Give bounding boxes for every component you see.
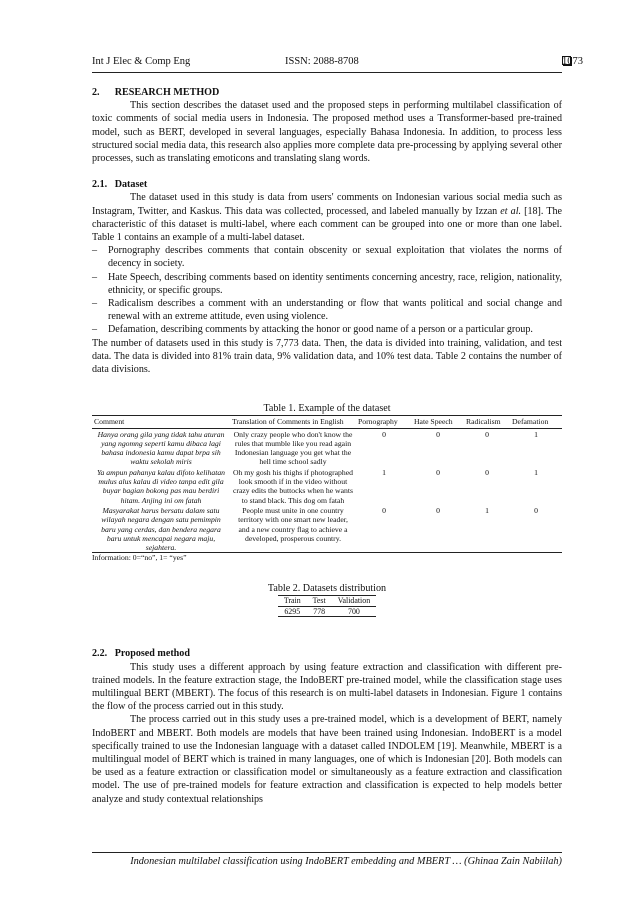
cell-hate-speech: 0 bbox=[436, 467, 440, 477]
list-item: – Defamation, describing comments by attacking the honor or good name of a person or a particular group. bbox=[92, 323, 562, 336]
column-header: Hate Speech bbox=[412, 416, 464, 428]
cell-pornography: 0 bbox=[382, 429, 386, 439]
label-definition-list bbox=[92, 244, 562, 336]
cell-radicalism: 1 bbox=[464, 505, 510, 553]
cell-comment: Masyarakat harus bersatu dalam satu wilayah negara dengan satu pemimpin baru yang cerdas, dan bendera negara baru untuk mencapai negara maju, sejahtera. bbox=[92, 505, 230, 553]
cell-radicalism: 0 bbox=[485, 429, 489, 439]
cell-defamation: 0 bbox=[510, 505, 562, 553]
table-row bbox=[92, 428, 562, 467]
cell-validation: 700 bbox=[332, 606, 376, 617]
paragraph-proposed-method-1: This study uses a different approach by using feature extraction and classification with different pre-trained models. In the feature extraction stage, the IndoBERT pre-trained model, while the classification stage uses multilingual BERT (MBERT). The focus of this research is on multi-label datasets in Indonesian. Figure 1 contains the flow of the process carried out in this study. bbox=[92, 661, 562, 713]
list-item: – Radicalism describes a comment with an understanding or flow that wants political and social change and renewal with an extreme attitude, even using violence. bbox=[92, 297, 562, 323]
paragraph-data-split: The number of datasets used in this study is 7,773 data. Then, the data is divided into training, validation, and test data. The data is divided into 81% train data, 9% validation data, and 10% test data. Table 2 contains the number of data divisions. bbox=[92, 337, 562, 376]
journal-name: Int J Elec & Comp Eng bbox=[92, 56, 191, 67]
list-item: – Pornography describes comments that contain obscenity or sexual exploitation that violates the norms of decency in society. bbox=[92, 244, 562, 270]
cell-comment: Ya ampun pahanya kalau difoto kelihatan mulus alus kalau di video tanpa edit gila buyar bagian bokong pas mau berdiri hitam. Anjing ini om fatah bbox=[96, 467, 226, 505]
running-footer: Indonesian multilabel classification using IndoBERT embedding and MBERT … (Ghinaa Zain Nabiilah) bbox=[92, 852, 562, 870]
table2-caption: Table 2. Datasets distribution bbox=[267, 583, 387, 595]
table-datasets-distribution bbox=[278, 595, 376, 617]
cell-hate-speech: 0 bbox=[436, 429, 440, 439]
cell-hate-speech: 0 bbox=[412, 505, 464, 553]
table1-information: Information: 0=“no”, 1= “yes” bbox=[92, 553, 187, 563]
column-header: Comment bbox=[92, 416, 230, 428]
paragraph-dataset: The dataset used in this study is data from users' comments on Indonesian various social media such as Instagram, Twitter, and Kaskus. This data was collected, processed, and labeled manually by Izzan et al. [18]. The characteristic of this dataset is multi-label, where each comment can be grouped into one or more than one label. Table 1 contains an example of a multi-label dataset. bbox=[92, 192, 563, 244]
column-header: Pornography bbox=[356, 416, 412, 428]
issn: ISSN: 2088-8708 bbox=[285, 56, 359, 67]
column-header: Translation of Comments in English bbox=[230, 416, 356, 428]
table1-caption: Table 1. Example of the dataset bbox=[263, 403, 391, 415]
cell-defamation: 1 bbox=[534, 429, 538, 439]
column-header: Test bbox=[307, 596, 332, 607]
running-header bbox=[92, 56, 583, 73]
column-header: Train bbox=[278, 596, 307, 607]
table-example-dataset bbox=[92, 415, 562, 553]
cell-pornography: 1 bbox=[382, 467, 386, 477]
page-body bbox=[92, 86, 562, 806]
table-row bbox=[278, 606, 376, 617]
column-header: Radicalism bbox=[464, 416, 510, 428]
paragraph-proposed-method-2: The process carried out in this study uses a pre-trained model, which is a development of BERT, namely IndoBERT and MBERT. Both models are models that have been trained using Indonesian. IndoBERT is a model specifically trained to use the Indonesian language with a dataset called INDOLEM [19]. Meanwhile, MBERT is a multilingual model of BERT which is trained in many languages, one of which is Indonesian [20]. Both models can be used as a feature extraction or classification model or simultaneously as a feature extraction and classification model. The use of pre-trained models for feature extraction and classification is expected to help models better analyze and study contextual relationships bbox=[92, 714, 562, 805]
section-heading-research-method: 2. RESEARCH METHOD bbox=[92, 87, 220, 98]
cell-radicalism: 0 bbox=[485, 467, 489, 477]
section-heading-proposed-method: 2.2. Proposed method bbox=[92, 648, 190, 660]
cell-train: 6295 bbox=[278, 606, 307, 617]
table-row bbox=[92, 467, 562, 505]
page-number: 1073 bbox=[562, 56, 583, 67]
cell-translation: People must unite in one country territory with one smart new leader, and a new country flag to achieve a developed, prosperous country. bbox=[230, 505, 356, 553]
column-header: Validation bbox=[332, 596, 376, 607]
cell-defamation: 1 bbox=[534, 467, 538, 477]
cell-pornography: 0 bbox=[356, 505, 412, 553]
paragraph-research-method: This section describes the dataset used and the proposed steps in performing multilabel classification of toxic comments of social media users in Indonesia. The proposed method uses a Transformer-based pre-trained model, such as BERT, developed in several languages, especially Bahasa Indonesia. In addition, to process less structured social media data, this research also applies more complete data pre-processing by applying several other processes, such as translating emoticons and translating slang words. bbox=[92, 100, 562, 165]
cell-translation: Only crazy people who don't know the rules that mumble like you read again Indonesian language you get what the hell time school sadly bbox=[233, 429, 353, 467]
section-heading-dataset: 2.1. Dataset bbox=[92, 179, 148, 191]
list-item: – Hate Speech, describing comments based on identity sentiments concerning ancestry, race, religion, nationality, ethnicity, or specific groups. bbox=[92, 271, 562, 297]
table-row bbox=[92, 505, 562, 553]
cell-test: 778 bbox=[307, 606, 332, 617]
column-header: Defamation bbox=[510, 416, 562, 428]
cell-translation: Oh my gosh his thighs if photographed look smooth if in the video without crazy edits the buttocks when he wants to stand black. This dog om fatah bbox=[232, 467, 353, 505]
cell-comment: Hanya orang gila yang tidak tahu aturan yang ngomng seperti kamu dibaca lagi bahasa indonesia kamu dapat brpa sih waktu sekolah miris bbox=[97, 429, 225, 467]
